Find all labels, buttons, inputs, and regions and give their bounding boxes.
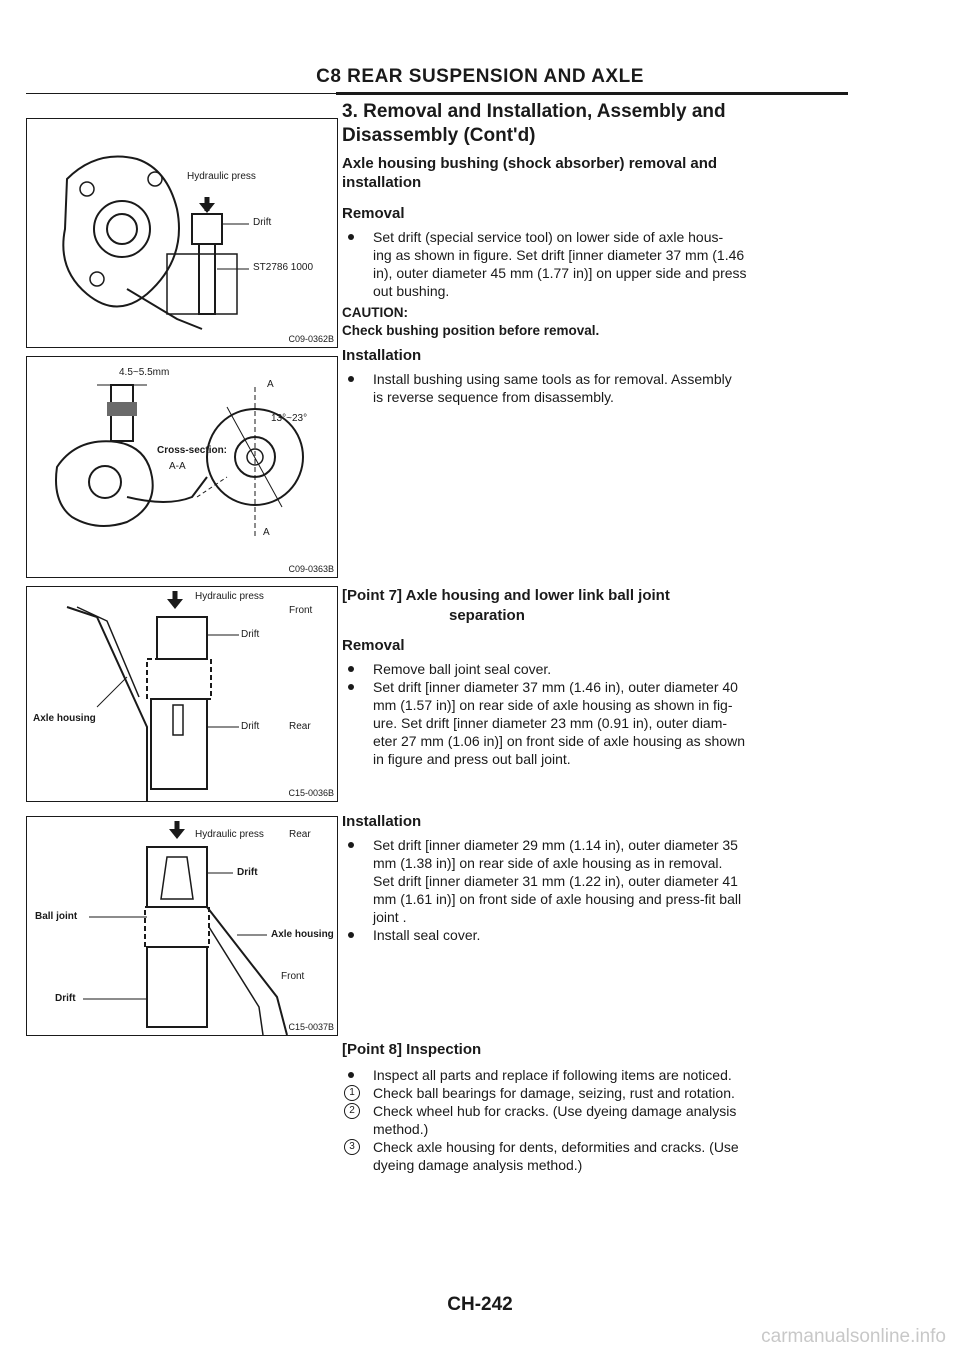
point-8-tag: [Point 8] (342, 1041, 402, 1058)
bullet-dot (348, 234, 354, 240)
point-7-install-line-5: joint . (373, 909, 407, 925)
figure-2-label-dim: 4.5~5.5mm (119, 367, 170, 378)
point-8-heading (342, 1040, 852, 1060)
figure-2-label-section: Cross-section: (157, 445, 228, 456)
point-8-item-2-line-2: method.) (373, 1121, 429, 1137)
figure-4-label-rear: Rear (289, 829, 311, 840)
figure-1-code: C09-0362B (288, 334, 334, 344)
figure-4-label-drift1: Drift (237, 867, 258, 878)
figure-1-label-press: Hydraulic press (187, 171, 256, 182)
header-rule (336, 92, 848, 95)
point-8-item-3-line-1: Check axle housing for dents, deformities and cracks. (Use (373, 1139, 739, 1155)
removal-line-2: ing as shown in figure. Set drift [inner diameter 37 mm (1.46 (373, 247, 745, 263)
installation-line-2: is reverse sequence from disassembly. (373, 389, 614, 405)
point-7-install-bullet-2-text: Install seal cover. (373, 927, 481, 943)
removal-bullet (342, 228, 852, 300)
point-8-item-1-line-1: Check ball bearings for damage, seizing, rust and rotation. (373, 1085, 735, 1101)
bullet-dot (348, 932, 354, 938)
point-7-bullet-2 (342, 678, 852, 768)
figure-ball-joint-removal (26, 586, 338, 802)
figure-4-label-front: Front (281, 971, 305, 982)
figure-2-label-aa: A-A (169, 461, 186, 472)
installation-heading: Installation (342, 347, 422, 364)
section-title-line1: 3. Removal and Installation, Assembly and (342, 101, 726, 122)
point-7-heading-line2 (342, 606, 852, 626)
caution-label: CAUTION: (342, 305, 408, 320)
point-7-removal-heading: Removal (342, 637, 405, 654)
point-7-install-line-3: Set drift [inner diameter 31 mm (1.22 in), outer diameter 41 (373, 873, 738, 889)
point-7-title-line1: Axle housing and lower link ball joint (405, 587, 670, 604)
figure-4-label-press: Hydraulic press (195, 829, 264, 840)
removal-line-4: out bushing. (373, 283, 450, 299)
figure-3-label-press: Hydraulic press (195, 591, 264, 602)
figure-3-label-front: Front (289, 605, 313, 616)
figure-4-label-housing: Axle housing (271, 929, 334, 940)
section-point-7 (342, 586, 852, 768)
page-header-title: C8 REAR SUSPENSION AND AXLE (316, 66, 644, 87)
figure-1-drawing (27, 119, 337, 347)
point-8-item-3-line-2: dyeing damage analysis method.) (373, 1157, 583, 1173)
removal-line-1: Set drift (special service tool) on lower side of axle hous- (373, 229, 724, 245)
point-8-item-1 (342, 1084, 852, 1102)
figure-1-label-drift: Drift (253, 217, 272, 228)
installation-bullet (342, 370, 852, 406)
subsection-title-line2: installation (342, 174, 422, 191)
point-7-tag: [Point 7] (342, 587, 402, 604)
installation-line-1: Install bushing using same tools as for removal. Assembly (373, 371, 732, 387)
bullet-dot (348, 842, 354, 848)
figure-1-label-tool: ST2786 1000 (253, 262, 314, 273)
figure-2-code: C09-0363B (288, 564, 334, 574)
point-8-item-2-line-1: Check wheel hub for cracks. (Use dyeing damage analysis (373, 1103, 737, 1119)
figure-hydraulic-press-knuckle (26, 118, 338, 348)
circled-number-1: 1 (344, 1085, 360, 1101)
page-number: CH-242 (447, 1294, 513, 1315)
point-7-bullet-1-text: Remove ball joint seal cover. (373, 661, 552, 677)
circled-number-2: 2 (344, 1103, 360, 1119)
bullet-dot (348, 376, 354, 382)
header-rule-thin (26, 93, 338, 94)
point-8-bullet (342, 1066, 852, 1084)
section-axle-housing-bushing (342, 100, 852, 406)
point-7-bullet-2-line-5: in figure and press out ball joint. (373, 751, 571, 767)
point-7-install-bullet-2 (342, 926, 852, 944)
figure-3-drawing (27, 587, 337, 801)
figure-2-label-a-bottom: A (263, 527, 270, 538)
point-8-bullet-text: Inspect all parts and replace if following items are noticed. (373, 1067, 732, 1083)
point-7-install-line-4: mm (1.61 in)] on front side of axle housing and press-fit ball (373, 891, 742, 907)
figure-4-label-balljoint: Ball joint (35, 911, 78, 922)
figure-3-label-drift1: Drift (241, 629, 260, 640)
figure-bushing-cross-section (26, 356, 338, 578)
point-8-title: Inspection (406, 1041, 482, 1058)
removal-heading: Removal (342, 205, 405, 222)
point-7-bullet-2-line-2: mm (1.57 in)] on rear side of axle housing as shown in fig- (373, 697, 733, 713)
removal-line-3: in), outer diameter 45 mm (1.77 in)] on upper side and press (373, 265, 747, 281)
point-7-install-line-1: Set drift [inner diameter 29 mm (1.14 in), outer diameter 35 (373, 837, 738, 853)
figure-3-code: C15-0036B (288, 788, 334, 798)
point-7-title-line2: separation (449, 607, 525, 624)
figure-3-label-housing: Axle housing (33, 713, 96, 724)
watermark: carmanualsonline.info (761, 1326, 946, 1347)
bullet-dot (348, 666, 354, 672)
bullet-dot (348, 684, 354, 690)
figure-4-label-drift2: Drift (55, 993, 76, 1004)
section-title-line2: Disassembly (Cont'd) (342, 125, 536, 146)
point-7-installation-heading: Installation (342, 813, 422, 830)
point-7-install-line-2: mm (1.38 in)] on rear side of axle housing as in removal. (373, 855, 723, 871)
section-point-7-installation (342, 812, 852, 944)
figure-4-code: C15-0037B (288, 1022, 334, 1032)
figure-3-label-drift2: Drift (241, 721, 260, 732)
point-7-install-bullet-1 (342, 836, 852, 926)
point-8-item-3 (342, 1138, 852, 1174)
circled-number-3: 3 (344, 1139, 360, 1155)
point-7-heading (342, 586, 852, 606)
point-7-bullet-2-line-4: eter 27 mm (1.06 in)] on front side of axle housing as shown (373, 733, 745, 749)
point-7-bullet-1 (342, 660, 852, 678)
point-8-item-2 (342, 1102, 852, 1138)
figure-3-label-rear: Rear (289, 721, 311, 732)
caution-text: Check bushing position before removal. (342, 323, 600, 338)
section-point-8 (342, 1040, 852, 1174)
bullet-dot (348, 1072, 354, 1078)
point-7-bullet-2-line-1: Set drift [inner diameter 37 mm (1.46 in), outer diameter 40 (373, 679, 738, 695)
figure-2-label-angle: 13°~23° (271, 413, 308, 424)
figure-2-label-a-top: A (267, 379, 274, 390)
figure-ball-joint-installation (26, 816, 338, 1036)
point-7-bullet-2-line-3: ure. Set drift [inner diameter 23 mm (0.91 in), outer diam- (373, 715, 728, 731)
subsection-title-line1: Axle housing bushing (shock absorber) removal and (342, 155, 718, 172)
